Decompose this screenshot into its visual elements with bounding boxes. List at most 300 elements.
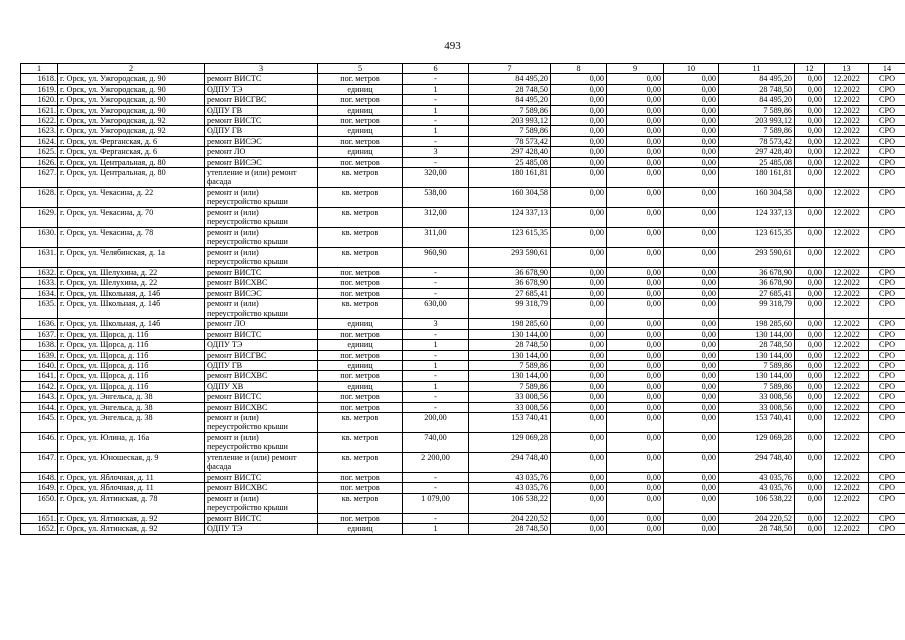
- unit-cell: пог. метров: [318, 350, 403, 360]
- address-cell: г. Орск, ул. Щорса, д. 11б: [58, 329, 205, 339]
- row-number: 1649.: [21, 483, 58, 493]
- method-cell: СРО: [869, 228, 905, 248]
- row-number: 1636.: [21, 319, 58, 329]
- period-cell: 12.2022: [825, 84, 869, 94]
- table-row: [21, 452, 905, 472]
- col12-cell: 0,00: [795, 472, 825, 482]
- method-cell: СРО: [869, 188, 905, 208]
- table-row: [21, 188, 905, 208]
- cost-cell: 294 748,40: [469, 452, 551, 472]
- method-cell: СРО: [869, 95, 905, 105]
- unit-cell: кв. метров: [318, 168, 403, 188]
- col8-cell: 0,00: [551, 350, 607, 360]
- address-cell: г. Орск, ул. Энгельса, д. 38: [58, 402, 205, 412]
- col8-cell: 0,00: [551, 168, 607, 188]
- total-cell: 293 590,61: [719, 248, 795, 268]
- unit-cell: пог. метров: [318, 288, 403, 298]
- period-cell: 12.2022: [825, 524, 869, 534]
- work-type-cell: ОДПУ ГВ: [205, 126, 318, 136]
- col9-cell: 0,00: [607, 84, 664, 94]
- col8-cell: 0,00: [551, 116, 607, 126]
- table-row: [21, 493, 905, 513]
- col10-cell: 0,00: [664, 432, 719, 452]
- volume-cell: 320,00: [403, 168, 469, 188]
- col12-cell: 0,00: [795, 381, 825, 391]
- cost-cell: 293 590,61: [469, 248, 551, 268]
- table-row: [21, 392, 905, 402]
- row-number: 1640.: [21, 360, 58, 370]
- col10-cell: 0,00: [664, 319, 719, 329]
- cost-cell: 203 993,12: [469, 116, 551, 126]
- total-cell: 7 589,86: [719, 105, 795, 115]
- col8-cell: 0,00: [551, 472, 607, 482]
- col10-cell: 0,00: [664, 299, 719, 319]
- col9-cell: 0,00: [607, 188, 664, 208]
- row-number: 1621.: [21, 105, 58, 115]
- unit-cell: пог. метров: [318, 278, 403, 288]
- row-number: 1639.: [21, 350, 58, 360]
- volume-cell: -: [403, 350, 469, 360]
- address-cell: г. Орск, ул. Щорса, д. 11б: [58, 350, 205, 360]
- table-row: [21, 483, 905, 493]
- volume-cell: 200,00: [403, 412, 469, 432]
- row-number: 1648.: [21, 472, 58, 482]
- method-cell: СРО: [869, 472, 905, 482]
- cost-cell: 27 685,41: [469, 288, 551, 298]
- volume-cell: 1: [403, 105, 469, 115]
- volume-cell: 740,00: [403, 432, 469, 452]
- unit-cell: пог. метров: [318, 116, 403, 126]
- volume-cell: 1 079,00: [403, 493, 469, 513]
- unit-cell: пог. метров: [318, 472, 403, 482]
- col12-cell: 0,00: [795, 493, 825, 513]
- method-cell: СРО: [869, 105, 905, 115]
- total-cell: 106 538,22: [719, 493, 795, 513]
- table-row: [21, 288, 905, 298]
- unit-cell: пог. метров: [318, 329, 403, 339]
- work-type-cell: ремонт ВИСХВС: [205, 483, 318, 493]
- col9-cell: 0,00: [607, 278, 664, 288]
- work-type-cell: ремонт и (или) переустройство крыши: [205, 432, 318, 452]
- cost-cell: 130 144,00: [469, 371, 551, 381]
- total-cell: 180 161,81: [719, 168, 795, 188]
- col8-cell: 0,00: [551, 493, 607, 513]
- period-cell: 12.2022: [825, 371, 869, 381]
- work-type-cell: ремонт ВИСТС: [205, 392, 318, 402]
- row-number: 1652.: [21, 524, 58, 534]
- total-cell: 33 008,56: [719, 402, 795, 412]
- col10-cell: 0,00: [664, 371, 719, 381]
- row-number: 1620.: [21, 95, 58, 105]
- col10-cell: 0,00: [664, 350, 719, 360]
- col8-cell: 0,00: [551, 524, 607, 534]
- col12-cell: 0,00: [795, 402, 825, 412]
- method-cell: СРО: [869, 402, 905, 412]
- col8-cell: 0,00: [551, 381, 607, 391]
- period-cell: 12.2022: [825, 329, 869, 339]
- col8-cell: 0,00: [551, 136, 607, 146]
- col8-cell: 0,00: [551, 147, 607, 157]
- table-row: [21, 116, 905, 126]
- period-cell: 12.2022: [825, 360, 869, 370]
- col9-cell: 0,00: [607, 392, 664, 402]
- col12-cell: 0,00: [795, 288, 825, 298]
- col12-cell: 0,00: [795, 360, 825, 370]
- total-cell: 43 035,76: [719, 472, 795, 482]
- table-row: [21, 208, 905, 228]
- method-cell: СРО: [869, 116, 905, 126]
- work-type-cell: ОДПУ ГВ: [205, 105, 318, 115]
- method-cell: СРО: [869, 513, 905, 523]
- work-type-cell: ремонт ВИСГВС: [205, 350, 318, 360]
- method-cell: СРО: [869, 350, 905, 360]
- col9-cell: 0,00: [607, 116, 664, 126]
- table-row: [21, 350, 905, 360]
- work-type-cell: ОДПУ ГВ: [205, 360, 318, 370]
- table-row: [21, 360, 905, 370]
- address-cell: г. Орск, ул. Энгельса, д. 38: [58, 412, 205, 432]
- total-cell: 27 685,41: [719, 288, 795, 298]
- col12-cell: 0,00: [795, 392, 825, 402]
- col12-cell: 0,00: [795, 278, 825, 288]
- unit-cell: единиц: [318, 524, 403, 534]
- total-cell: 28 748,50: [719, 84, 795, 94]
- column-number-7: 7: [469, 64, 551, 74]
- column-number-13: 13: [825, 64, 869, 74]
- total-cell: 28 748,50: [719, 340, 795, 350]
- unit-cell: пог. метров: [318, 513, 403, 523]
- volume-cell: 1: [403, 381, 469, 391]
- unit-cell: единиц: [318, 126, 403, 136]
- col10-cell: 0,00: [664, 136, 719, 146]
- col10-cell: 0,00: [664, 188, 719, 208]
- col9-cell: 0,00: [607, 340, 664, 350]
- column-number-row: [21, 64, 905, 74]
- unit-cell: кв. метров: [318, 452, 403, 472]
- cost-cell: 33 008,56: [469, 392, 551, 402]
- volume-cell: -: [403, 288, 469, 298]
- work-type-cell: ремонт ВИСЭС: [205, 157, 318, 167]
- cost-cell: 297 428,40: [469, 147, 551, 157]
- address-cell: г. Орск, ул. Центральная, д. 80: [58, 157, 205, 167]
- col9-cell: 0,00: [607, 402, 664, 412]
- col12-cell: 0,00: [795, 228, 825, 248]
- cost-cell: 204 220,52: [469, 513, 551, 523]
- row-number: 1637.: [21, 329, 58, 339]
- work-type-cell: ремонт ВИСГВС: [205, 95, 318, 105]
- table-row: [21, 278, 905, 288]
- col8-cell: 0,00: [551, 126, 607, 136]
- volume-cell: -: [403, 402, 469, 412]
- total-cell: 78 573,42: [719, 136, 795, 146]
- col8-cell: 0,00: [551, 483, 607, 493]
- period-cell: 12.2022: [825, 392, 869, 402]
- row-number: 1644.: [21, 402, 58, 412]
- col12-cell: 0,00: [795, 126, 825, 136]
- period-cell: 12.2022: [825, 116, 869, 126]
- volume-cell: 312,00: [403, 208, 469, 228]
- works-table: [20, 63, 905, 535]
- col10-cell: 0,00: [664, 105, 719, 115]
- table-body: [21, 74, 905, 534]
- total-cell: 130 144,00: [719, 371, 795, 381]
- table-row: [21, 126, 905, 136]
- work-type-cell: ОДПУ ТЭ: [205, 524, 318, 534]
- col9-cell: 0,00: [607, 412, 664, 432]
- row-number: 1625.: [21, 147, 58, 157]
- col12-cell: 0,00: [795, 350, 825, 360]
- row-number: 1645.: [21, 412, 58, 432]
- unit-cell: кв. метров: [318, 432, 403, 452]
- table-row: [21, 432, 905, 452]
- cost-cell: 130 144,00: [469, 329, 551, 339]
- table-row: [21, 268, 905, 278]
- volume-cell: -: [403, 278, 469, 288]
- period-cell: 12.2022: [825, 483, 869, 493]
- column-number-9: 9: [607, 64, 664, 74]
- unit-cell: единиц: [318, 147, 403, 157]
- col8-cell: 0,00: [551, 95, 607, 105]
- col12-cell: 0,00: [795, 208, 825, 228]
- col9-cell: 0,00: [607, 288, 664, 298]
- cost-cell: 43 035,76: [469, 483, 551, 493]
- work-type-cell: ОДПУ ТЭ: [205, 340, 318, 350]
- period-cell: 12.2022: [825, 513, 869, 523]
- col8-cell: 0,00: [551, 278, 607, 288]
- method-cell: СРО: [869, 74, 905, 84]
- period-cell: 12.2022: [825, 319, 869, 329]
- col8-cell: 0,00: [551, 248, 607, 268]
- method-cell: СРО: [869, 168, 905, 188]
- address-cell: г. Орск, ул. Центральная, д. 80: [58, 168, 205, 188]
- col9-cell: 0,00: [607, 105, 664, 115]
- work-type-cell: ремонт ВИСТС: [205, 268, 318, 278]
- address-cell: г. Орск, ул. Шелухина, д. 22: [58, 278, 205, 288]
- total-cell: 123 615,35: [719, 228, 795, 248]
- address-cell: г. Орск, ул. Челябинская, д. 1а: [58, 248, 205, 268]
- method-cell: СРО: [869, 278, 905, 288]
- work-type-cell: ремонт и (или) переустройство крыши: [205, 412, 318, 432]
- row-number: 1619.: [21, 84, 58, 94]
- address-cell: г. Орск, ул. Школьная, д. 14б: [58, 299, 205, 319]
- col12-cell: 0,00: [795, 412, 825, 432]
- cost-cell: 28 748,50: [469, 340, 551, 350]
- row-number: 1647.: [21, 452, 58, 472]
- total-cell: 43 035,76: [719, 483, 795, 493]
- row-number: 1623.: [21, 126, 58, 136]
- cost-cell: 84 495,20: [469, 74, 551, 84]
- col9-cell: 0,00: [607, 432, 664, 452]
- volume-cell: -: [403, 268, 469, 278]
- method-cell: СРО: [869, 392, 905, 402]
- col9-cell: 0,00: [607, 350, 664, 360]
- period-cell: 12.2022: [825, 493, 869, 513]
- col10-cell: 0,00: [664, 208, 719, 228]
- col10-cell: 0,00: [664, 147, 719, 157]
- method-cell: СРО: [869, 360, 905, 370]
- row-number: 1622.: [21, 116, 58, 126]
- period-cell: 12.2022: [825, 340, 869, 350]
- total-cell: 36 678,90: [719, 278, 795, 288]
- col9-cell: 0,00: [607, 472, 664, 482]
- volume-cell: -: [403, 371, 469, 381]
- address-cell: г. Орск, ул. Яблочная, д. 11: [58, 483, 205, 493]
- col12-cell: 0,00: [795, 513, 825, 523]
- column-number-1: 1: [21, 64, 58, 74]
- method-cell: СРО: [869, 126, 905, 136]
- volume-cell: -: [403, 329, 469, 339]
- unit-cell: пог. метров: [318, 402, 403, 412]
- col8-cell: 0,00: [551, 513, 607, 523]
- volume-cell: 311,00: [403, 228, 469, 248]
- row-number: 1629.: [21, 208, 58, 228]
- col10-cell: 0,00: [664, 483, 719, 493]
- total-cell: 129 069,28: [719, 432, 795, 452]
- work-type-cell: утепление и (или) ремонт фасада: [205, 452, 318, 472]
- unit-cell: пог. метров: [318, 483, 403, 493]
- address-cell: г. Орск, ул. Юлина, д. 16а: [58, 432, 205, 452]
- col12-cell: 0,00: [795, 147, 825, 157]
- col12-cell: 0,00: [795, 136, 825, 146]
- col8-cell: 0,00: [551, 188, 607, 208]
- period-cell: 12.2022: [825, 147, 869, 157]
- period-cell: 12.2022: [825, 74, 869, 84]
- address-cell: г. Орск, ул. Ужгородская, д. 90: [58, 74, 205, 84]
- column-number-8: 8: [551, 64, 607, 74]
- col10-cell: 0,00: [664, 360, 719, 370]
- row-number: 1635.: [21, 299, 58, 319]
- volume-cell: -: [403, 483, 469, 493]
- address-cell: г. Орск, ул. Щорса, д. 11б: [58, 360, 205, 370]
- work-type-cell: ремонт ВИСТС: [205, 472, 318, 482]
- column-number-14: 14: [869, 64, 905, 74]
- work-type-cell: ремонт и (или) переустройство крыши: [205, 208, 318, 228]
- col10-cell: 0,00: [664, 402, 719, 412]
- period-cell: 12.2022: [825, 248, 869, 268]
- volume-cell: 1: [403, 340, 469, 350]
- col10-cell: 0,00: [664, 248, 719, 268]
- cost-cell: 78 573,42: [469, 136, 551, 146]
- col9-cell: 0,00: [607, 228, 664, 248]
- volume-cell: -: [403, 157, 469, 167]
- col12-cell: 0,00: [795, 268, 825, 278]
- address-cell: г. Орск, ул. Школьная, д. 14б: [58, 288, 205, 298]
- col10-cell: 0,00: [664, 84, 719, 94]
- address-cell: г. Орск, ул. Юношеская, д. 9: [58, 452, 205, 472]
- period-cell: 12.2022: [825, 126, 869, 136]
- col8-cell: 0,00: [551, 74, 607, 84]
- col8-cell: 0,00: [551, 340, 607, 350]
- table-row: [21, 95, 905, 105]
- col8-cell: 0,00: [551, 105, 607, 115]
- work-type-cell: ремонт ВИСХВС: [205, 402, 318, 412]
- col8-cell: 0,00: [551, 84, 607, 94]
- column-number-10: 10: [664, 64, 719, 74]
- work-type-cell: ремонт ВИСЭС: [205, 136, 318, 146]
- unit-cell: пог. метров: [318, 136, 403, 146]
- cost-cell: 180 161,81: [469, 168, 551, 188]
- cost-cell: 7 589,86: [469, 381, 551, 391]
- unit-cell: единиц: [318, 381, 403, 391]
- col10-cell: 0,00: [664, 268, 719, 278]
- unit-cell: кв. метров: [318, 493, 403, 513]
- col12-cell: 0,00: [795, 168, 825, 188]
- work-type-cell: ремонт и (или) переустройство крыши: [205, 228, 318, 248]
- cost-cell: 36 678,90: [469, 278, 551, 288]
- period-cell: 12.2022: [825, 299, 869, 319]
- table-row: [21, 157, 905, 167]
- work-type-cell: ОДПУ ХВ: [205, 381, 318, 391]
- table-row: [21, 299, 905, 319]
- work-type-cell: ремонт ЛО: [205, 147, 318, 157]
- col12-cell: 0,00: [795, 299, 825, 319]
- col8-cell: 0,00: [551, 268, 607, 278]
- col12-cell: 0,00: [795, 116, 825, 126]
- volume-cell: 1: [403, 524, 469, 534]
- col10-cell: 0,00: [664, 278, 719, 288]
- cost-cell: 198 285,60: [469, 319, 551, 329]
- table-row: [21, 147, 905, 157]
- page-number: 493: [444, 40, 461, 52]
- col10-cell: 0,00: [664, 74, 719, 84]
- work-type-cell: ремонт ЛО: [205, 319, 318, 329]
- table-row: [21, 136, 905, 146]
- col9-cell: 0,00: [607, 493, 664, 513]
- method-cell: СРО: [869, 299, 905, 319]
- address-cell: г. Орск, ул. Яблочная, д. 11: [58, 472, 205, 482]
- col9-cell: 0,00: [607, 74, 664, 84]
- col9-cell: 0,00: [607, 371, 664, 381]
- unit-cell: единиц: [318, 340, 403, 350]
- work-type-cell: ОДПУ ТЭ: [205, 84, 318, 94]
- col10-cell: 0,00: [664, 513, 719, 523]
- unit-cell: кв. метров: [318, 299, 403, 319]
- cost-cell: 123 615,35: [469, 228, 551, 248]
- address-cell: г. Орск, ул. Чекасина, д. 78: [58, 228, 205, 248]
- unit-cell: пог. метров: [318, 268, 403, 278]
- total-cell: 7 589,86: [719, 126, 795, 136]
- unit-cell: кв. метров: [318, 412, 403, 432]
- col8-cell: 0,00: [551, 412, 607, 432]
- col8-cell: 0,00: [551, 288, 607, 298]
- period-cell: 12.2022: [825, 168, 869, 188]
- unit-cell: пог. метров: [318, 157, 403, 167]
- table-row: [21, 412, 905, 432]
- total-cell: 84 495,20: [719, 95, 795, 105]
- method-cell: СРО: [869, 340, 905, 350]
- row-number: 1641.: [21, 371, 58, 381]
- table-row: [21, 74, 905, 84]
- cost-cell: 43 035,76: [469, 472, 551, 482]
- method-cell: СРО: [869, 524, 905, 534]
- cost-cell: 153 740,41: [469, 412, 551, 432]
- row-number: 1643.: [21, 392, 58, 402]
- unit-cell: единиц: [318, 84, 403, 94]
- period-cell: 12.2022: [825, 412, 869, 432]
- col12-cell: 0,00: [795, 340, 825, 350]
- col9-cell: 0,00: [607, 452, 664, 472]
- address-cell: г. Орск, ул. Энгельса, д. 38: [58, 392, 205, 402]
- work-type-cell: ремонт ВИСЭС: [205, 288, 318, 298]
- col10-cell: 0,00: [664, 95, 719, 105]
- total-cell: 198 285,60: [719, 319, 795, 329]
- volume-cell: -: [403, 513, 469, 523]
- address-cell: г. Орск, ул. Ферганская, д. 6: [58, 136, 205, 146]
- work-type-cell: ремонт и (или) переустройство крыши: [205, 188, 318, 208]
- row-number: 1633.: [21, 278, 58, 288]
- method-cell: СРО: [869, 136, 905, 146]
- col12-cell: 0,00: [795, 105, 825, 115]
